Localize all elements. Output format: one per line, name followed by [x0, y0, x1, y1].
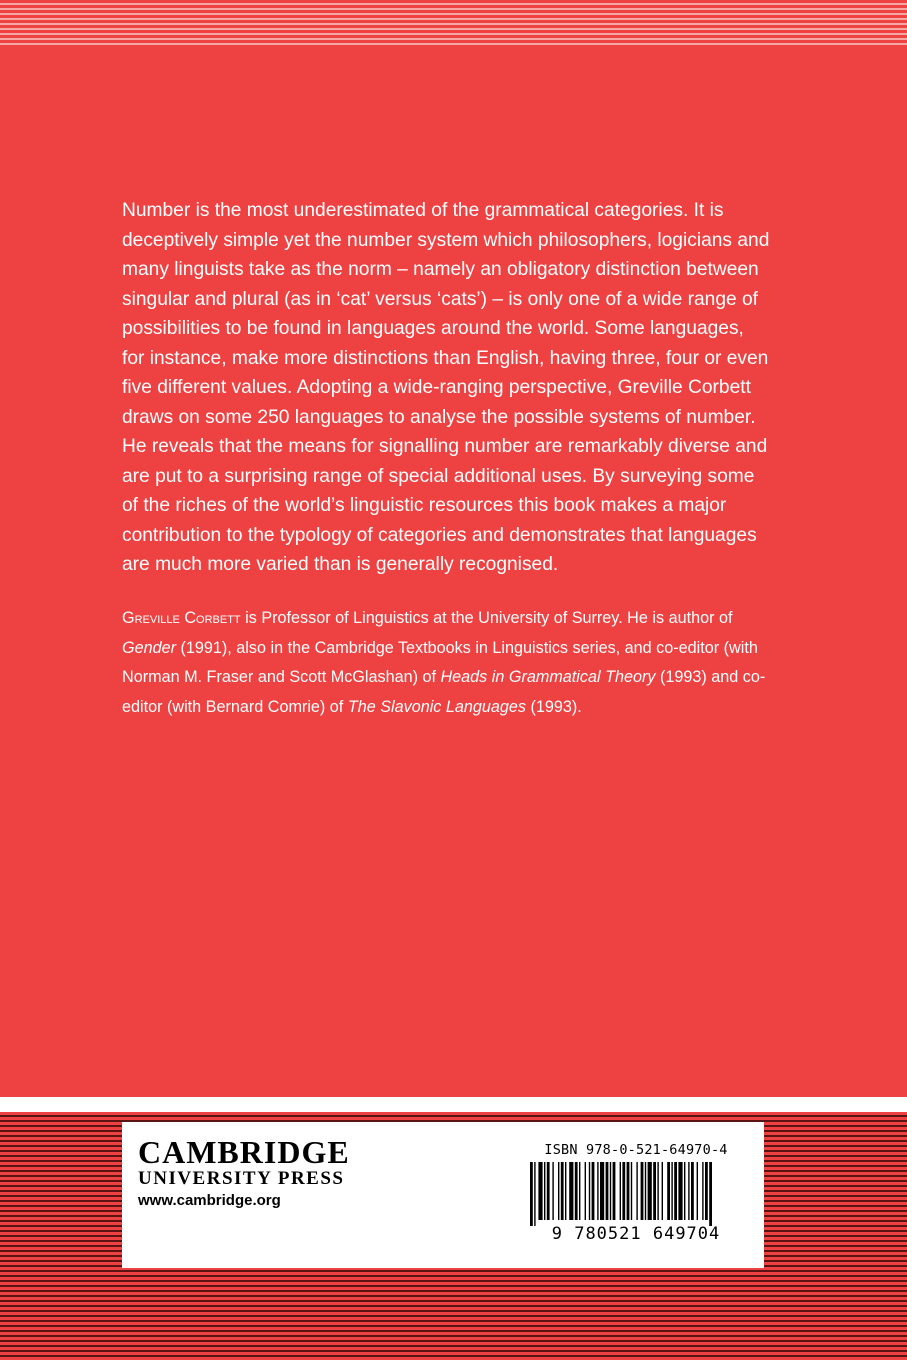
barcode-bar [585, 1162, 586, 1220]
barcode-bar [538, 1162, 542, 1220]
barcode-bar [569, 1162, 573, 1220]
book-title-slavonic: The Slavonic Languages [347, 697, 527, 716]
barcode-bar [558, 1162, 559, 1220]
bio-text-2: (1991), also in the Cambridge Textbooks in Linguistics series, and co-editor (with Norman M. Fraser and Scott McGlashan) of [122, 638, 758, 686]
barcode-bar [592, 1162, 595, 1220]
barcode-bar [620, 1162, 621, 1220]
barcode-bar [547, 1162, 550, 1220]
barcode-bar [641, 1162, 644, 1220]
bio-text-3: (1993) and co-editor (with Bernard Comrie) of [122, 668, 766, 716]
barcode-bar [589, 1162, 590, 1220]
barcode-bar [552, 1162, 553, 1220]
barcode-bar [702, 1162, 703, 1220]
barcode-bar [606, 1162, 609, 1220]
barcode-bar [610, 1162, 611, 1220]
barcode-icon [516, 1162, 756, 1226]
author-name: Greville Corbett [122, 609, 241, 627]
book-title-gender: Gender [122, 638, 176, 657]
barcode-bar [667, 1162, 670, 1220]
publisher-logo-subname: UNIVERSITY PRESS [138, 1168, 345, 1189]
barcode-bar [662, 1162, 663, 1220]
barcode-bar [600, 1162, 604, 1220]
author-bio [122, 604, 782, 722]
barcode-bar [671, 1162, 672, 1220]
book-description: Number is the most underestimated of the grammatical categories. It is deceptively simple yet the number system which philosophers, logicians and many linguists take as the norm – namely an obligatory distinction between singular and plural (as in ‘cat’ versus ‘cats’) – is only one of a wide range of possibilities to be found in languages around the world. Some languages, for instance, make more distinctions than English, having three, four or even five different values. Adopting a wide-ranging perspective, Greville Corbett draws on some 250 languages to analyse the possible systems of number. He reveals that the means for signalling number are remarkably diverse and are put to a surprising range of special additional uses. By surveying some of the riches of the world’s linguistic resources this book makes a major contribution to the typology of categories and demonstrates that languages are much more varied than is generally recognised. [122, 200, 770, 575]
barcode-bar [678, 1162, 682, 1220]
barcode-bar [544, 1162, 545, 1220]
barcode-bar [705, 1162, 708, 1220]
barcode-bar [622, 1162, 625, 1220]
barcode-bar [565, 1162, 566, 1220]
barcode-bar [613, 1162, 616, 1220]
barcode-bar [575, 1162, 578, 1220]
book-title-heads: Heads in Grammatical Theory [440, 668, 656, 686]
publisher-panel [122, 1122, 764, 1268]
barcode-bar [648, 1162, 652, 1220]
barcode-bar [636, 1162, 637, 1220]
barcode-bar [691, 1162, 694, 1220]
barcode-bar [688, 1162, 689, 1220]
publisher-logo-name: CAMBRIDGE [138, 1134, 350, 1170]
top-stripe-band [0, 0, 907, 46]
isbn-label: ISBN 978-0-521-64970-4 [544, 1142, 728, 1158]
barcode-bar [653, 1162, 656, 1220]
barcode-bar [674, 1162, 677, 1220]
barcode-bar [645, 1162, 646, 1220]
barcode-bar [579, 1162, 580, 1220]
barcode-bar [657, 1162, 658, 1220]
barcode-area [508, 1122, 764, 1268]
barcode-bar [530, 1162, 533, 1226]
barcode-bar [534, 1162, 535, 1226]
barcode-digits: 9 780521 649704 [551, 1224, 721, 1244]
barcode-bar [709, 1162, 712, 1226]
publisher-url: www.cambridge.org [138, 1192, 281, 1209]
barcode-bar [631, 1162, 632, 1220]
barcode-bar [697, 1162, 698, 1220]
barcode-bar [627, 1162, 630, 1220]
bio-text-1: is Professor of Linguistics at the University of Surrey. He is author of [240, 609, 733, 627]
bio-text-4: (1993). [526, 697, 582, 716]
barcode-bar [684, 1162, 685, 1220]
barcode-bar [561, 1162, 564, 1220]
white-divider-band [0, 1097, 907, 1112]
barcode-bar [597, 1162, 598, 1220]
